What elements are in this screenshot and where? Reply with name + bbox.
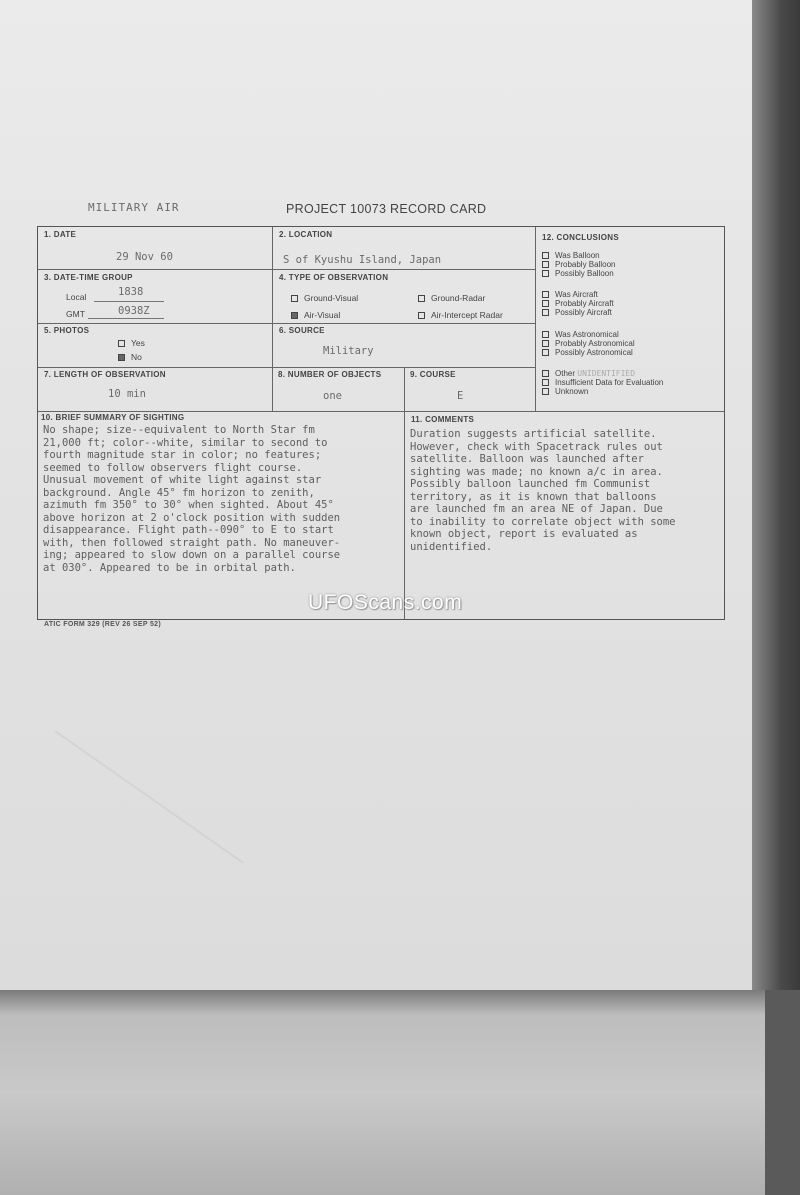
checkbox-icon	[542, 331, 549, 338]
conclusion-other: Other UNIDENTIFIED	[542, 369, 635, 379]
source-value: Military	[323, 345, 374, 357]
checkbox-icon	[291, 295, 298, 302]
checkbox-icon	[418, 295, 425, 302]
checkbox-icon	[542, 340, 549, 347]
conclusion-possibly-astronomical: Possibly Astronomical	[542, 348, 633, 358]
type-of-observation-cell	[273, 270, 536, 324]
date-label: 1. DATE	[44, 230, 77, 239]
checkbox-icon	[542, 370, 549, 377]
dtg-label: 3. DATE-TIME GROUP	[44, 273, 133, 282]
photos-no: No	[118, 352, 142, 362]
option-ground-radar: Ground-Radar	[418, 293, 485, 303]
conclusion-possibly-aircraft: Possibly Aircraft	[542, 308, 612, 318]
objects-value: one	[323, 390, 342, 402]
conclusion-probably-astronomical: Probably Astronomical	[542, 339, 635, 349]
gmt-value: 0938Z	[118, 305, 150, 317]
option-ground-visual: Ground-Visual	[291, 293, 358, 303]
option-air-intercept-radar: Air-Intercept Radar	[418, 310, 503, 320]
local-value: 1838	[118, 286, 144, 298]
checkbox-icon	[542, 270, 549, 277]
option-air-visual: Air-Visual	[291, 310, 340, 320]
checkbox-icon	[542, 388, 549, 395]
comments-label: 11. COMMENTS	[411, 415, 475, 424]
checkbox-icon	[542, 252, 549, 259]
checked-box-icon	[118, 354, 125, 361]
checkbox-icon	[542, 349, 549, 356]
photos-yes: Yes	[118, 338, 145, 348]
summary-label: 10. BRIEF SUMMARY OF SIGHTING	[41, 413, 185, 422]
local-label: Local	[66, 292, 87, 302]
photos-cell	[38, 324, 273, 368]
comments-cell	[405, 412, 724, 619]
scan-corner-shadow	[765, 990, 800, 1195]
conclusion-possibly-balloon: Possibly Balloon	[542, 269, 614, 279]
summary-cell	[38, 412, 405, 619]
form-number: ATIC FORM 329 (REV 26 SEP 52)	[44, 621, 161, 628]
location-label: 2. LOCATION	[279, 230, 333, 239]
scan-edge-shadow	[752, 0, 800, 990]
date-cell	[38, 227, 273, 270]
course-label: 9. COURSE	[410, 370, 456, 379]
length-value: 10 min	[108, 388, 146, 400]
conclusion-unknown: Unknown	[542, 387, 588, 397]
course-cell	[405, 368, 536, 412]
location-value: S of Kyushu Island, Japan	[283, 254, 442, 266]
checkbox-icon	[542, 300, 549, 307]
conclusion-insufficient-data: Insufficient Data for Evaluation	[542, 378, 663, 388]
card-title: PROJECT 10073 RECORD CARD	[286, 202, 487, 216]
header-military-air: MILITARY AIR	[88, 201, 180, 214]
scan-background-strip	[0, 990, 800, 1195]
checked-box-icon	[291, 312, 298, 319]
location-cell	[273, 227, 536, 270]
length-cell	[38, 368, 273, 412]
type-label: 4. TYPE OF OBSERVATION	[279, 273, 389, 282]
checkbox-icon	[418, 312, 425, 319]
photos-label: 5. PHOTOS	[44, 326, 90, 335]
summary-text: No shape; size--equivalent to North Star fm 21,000 ft; color--white, similar to second to fourth magnitude star in color; no features; seemed to follow observers flight course. Unusual movement of white light against star background. Angle 45° fm horizon to zenith, azimuth fm 350° to 30° when sighted. About 45° above horizon at 2 o'clock position with sudden disappearance. Flight path--090° to E to start with, then followed straight path. No maneuver- ing; appeared to slow down on a parallel course at 030°. Appeared to be in orbital path.	[43, 424, 341, 574]
checkbox-icon	[542, 309, 549, 316]
checkbox-icon	[542, 379, 549, 386]
length-label: 7. LENGTH OF OBSERVATION	[44, 370, 166, 379]
conclusion-was-astronomical: Was Astronomical	[542, 330, 619, 340]
conclusion-probably-balloon: Probably Balloon	[542, 260, 615, 270]
source-cell	[273, 324, 536, 368]
checkbox-icon	[542, 291, 549, 298]
conclusions-label: 12. CONCLUSIONS	[542, 233, 619, 242]
gmt-label: GMT	[66, 309, 85, 319]
record-card	[37, 226, 725, 620]
conclusion-was-aircraft: Was Aircraft	[542, 290, 598, 300]
source-label: 6. SOURCE	[279, 326, 325, 335]
objects-label: 8. NUMBER OF OBJECTS	[278, 370, 382, 379]
date-value: 29 Nov 60	[116, 251, 173, 263]
objects-cell	[273, 368, 405, 412]
conclusion-was-balloon: Was Balloon	[542, 251, 600, 261]
conclusions-cell	[536, 227, 724, 412]
date-time-group-cell	[38, 270, 273, 324]
comments-text: Duration suggests artificial satellite. However, check with Spacetrack rules out satellite. Balloon was launched after sighting was made; no known a/c in area. Possibly balloon launched fm Communist territory, as it is known that balloons are launched fm an area NE of Japan. Due to inability to correlate object with some known object, report is evaluated as unidentified.	[410, 428, 676, 553]
watermark: UFOScans.com	[308, 591, 463, 614]
checkbox-icon	[118, 340, 125, 347]
checkbox-icon	[542, 261, 549, 268]
other-value: UNIDENTIFIED	[577, 369, 636, 378]
course-value: E	[457, 390, 464, 402]
conclusion-probably-aircraft: Probably Aircraft	[542, 299, 614, 309]
